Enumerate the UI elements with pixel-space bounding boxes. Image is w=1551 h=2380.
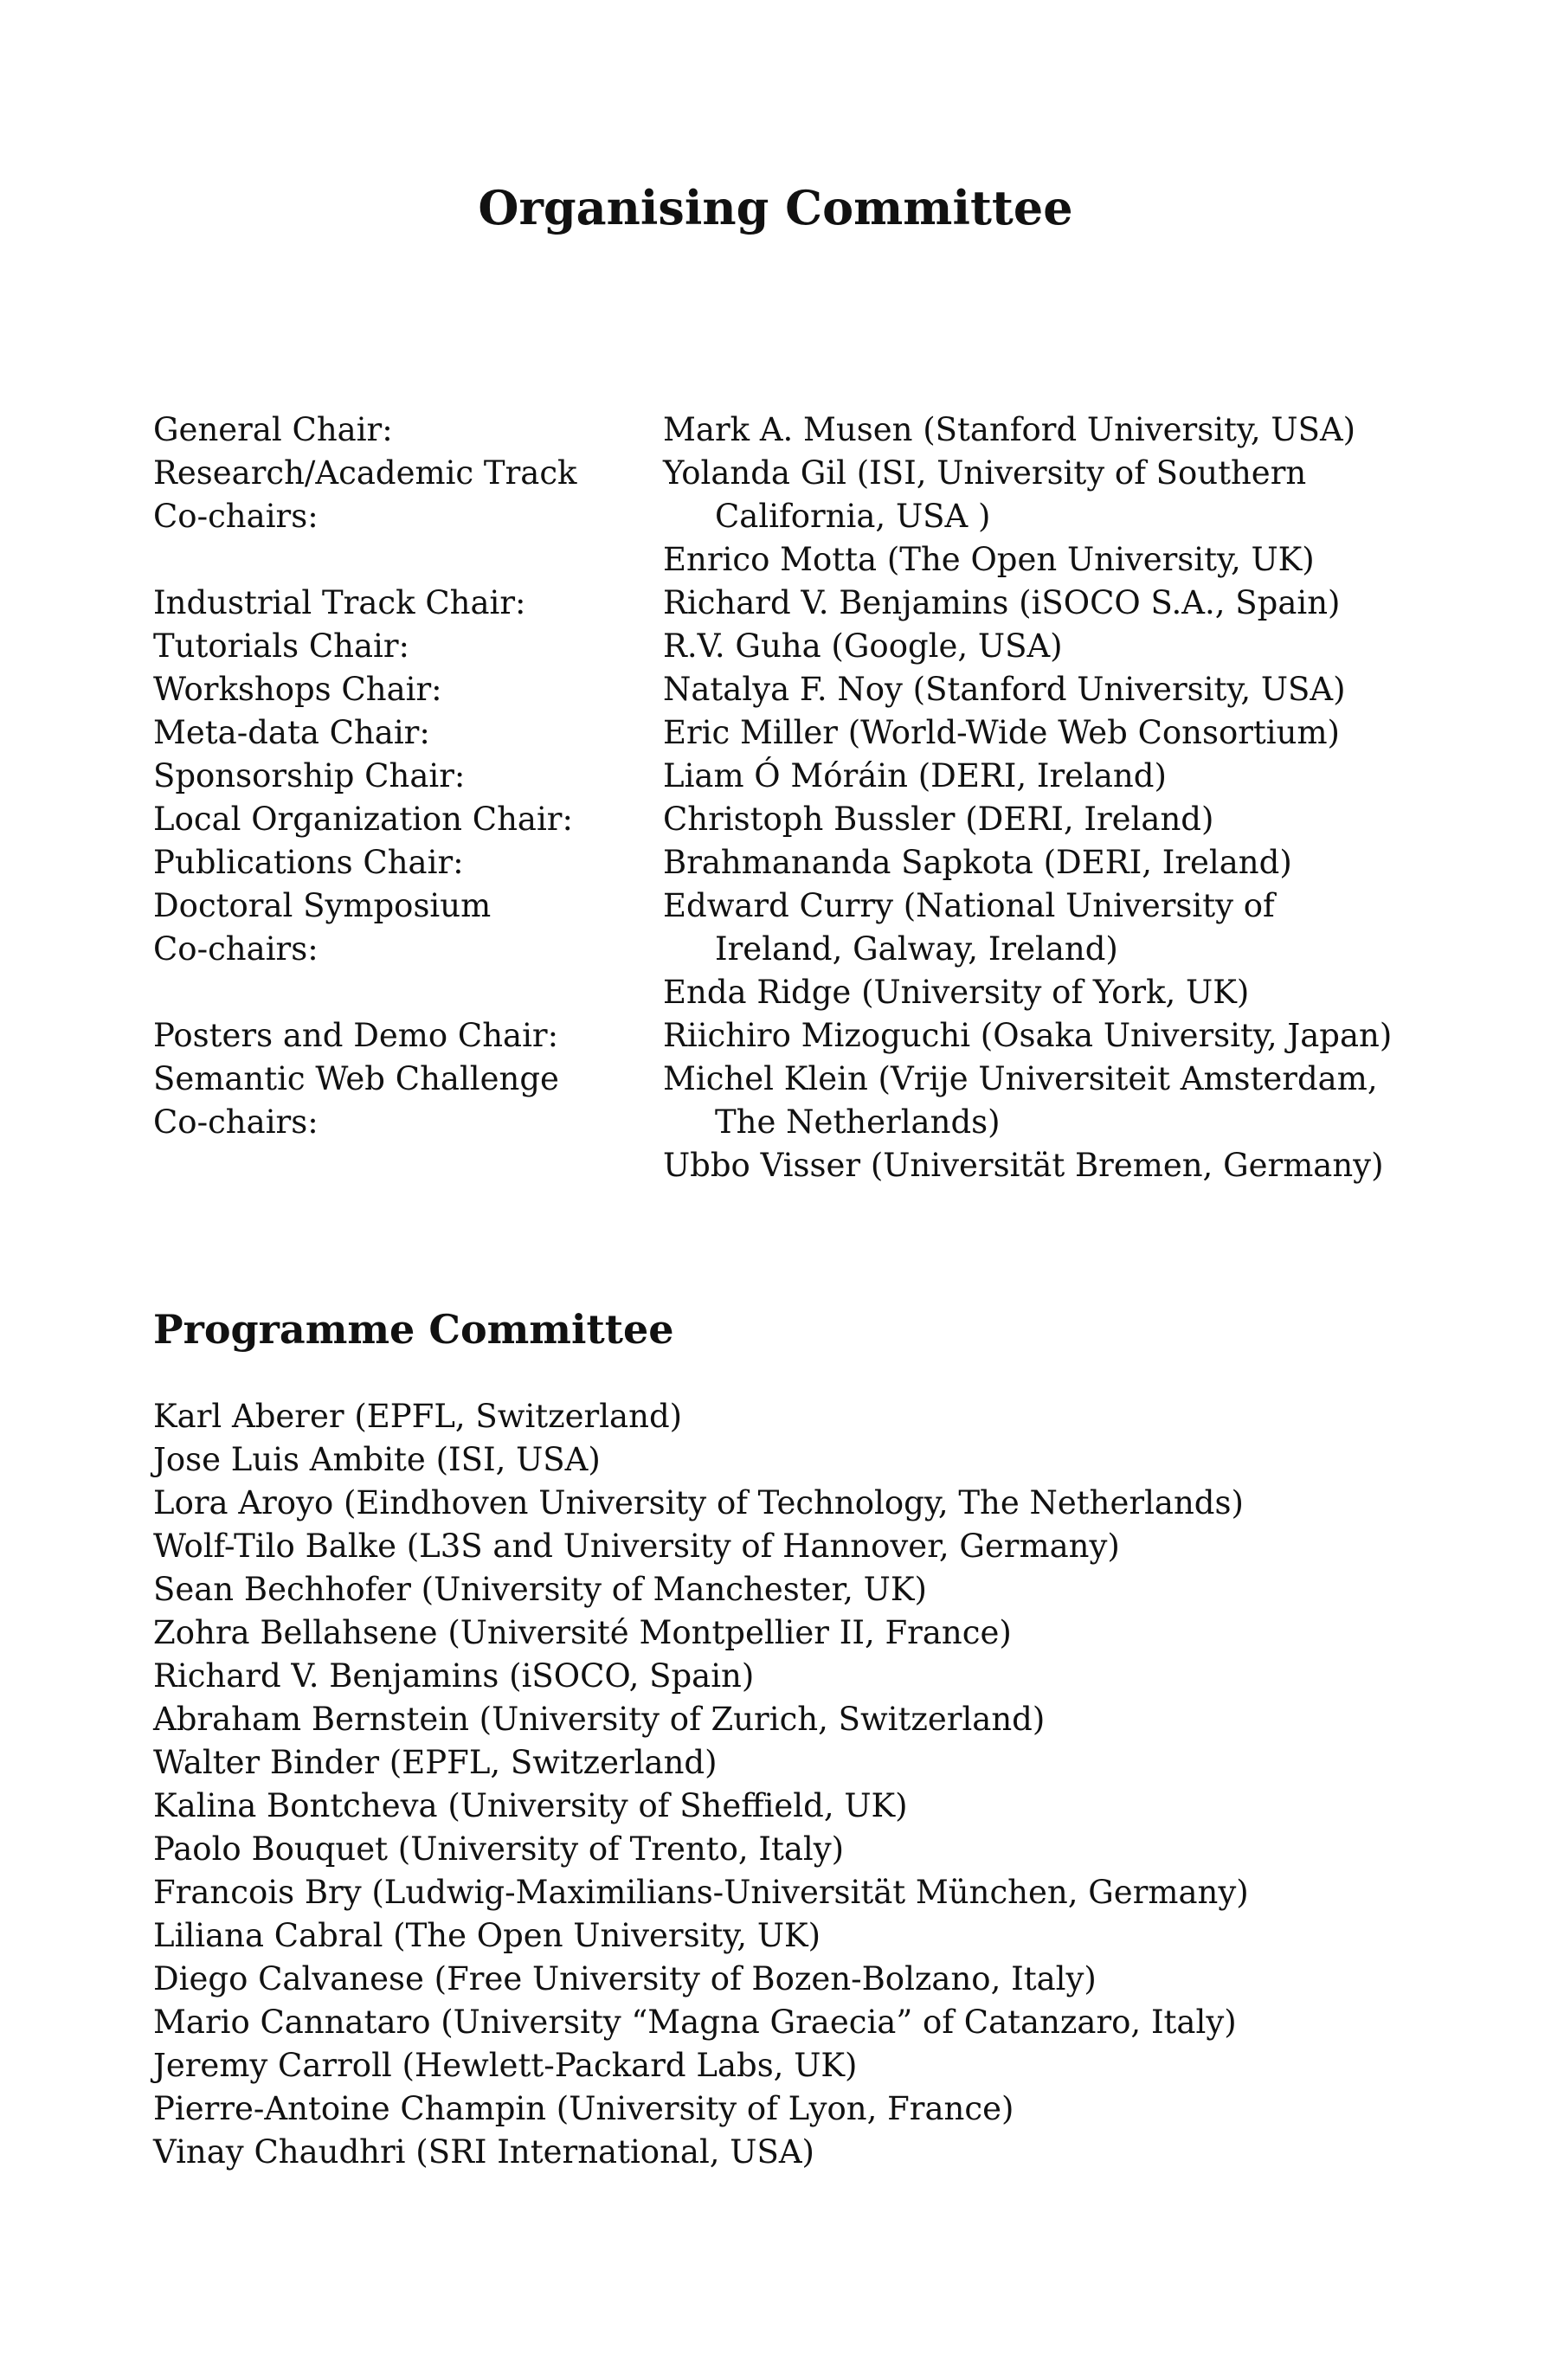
- committee-people: [663, 582, 1400, 625]
- committee-role: Industrial Track Chair:: [153, 584, 526, 621]
- programme-committee-member: Vinay Chaudhri (SRI International, USA): [153, 2133, 814, 2171]
- committee-role: Publications Chair:: [153, 844, 464, 881]
- programme-committee-member: Walter Binder (EPFL, Switzerland): [153, 1744, 718, 1781]
- organising-committee-table: [153, 408, 1400, 1187]
- committee-member: R.V. Guha (Google, USA): [663, 627, 1063, 665]
- committee-row: [153, 1014, 1400, 1058]
- programme-committee-member: Lora Aroyo (Eindhoven University of Technology, The Netherlands): [153, 1484, 1244, 1521]
- programme-committee-member: Kalina Bontcheva (University of Sheffield, UK): [153, 1787, 908, 1824]
- committee-row: [153, 582, 1400, 625]
- committee-people: [663, 668, 1400, 711]
- committee-role: Workshops Chair:: [153, 671, 442, 708]
- committee-member: Liam Ó Móráin (DERI, Ireland): [663, 757, 1167, 794]
- committee-row: [153, 755, 1400, 798]
- committee-member: Mark A. Musen (Stanford University, USA): [663, 411, 1356, 448]
- committee-people: [663, 884, 1400, 1014]
- committee-people: [663, 711, 1400, 755]
- programme-committee-member: Wolf-Tilo Balke (L3S and University of Hannover, Germany): [153, 1528, 1120, 1565]
- programme-committee-member: Paolo Bouquet (University of Trento, Italy): [153, 1830, 845, 1868]
- committee-row: [153, 711, 1400, 755]
- committee-member: Enda Ridge (University of York, UK): [663, 974, 1250, 1011]
- committee-people: [663, 452, 1400, 582]
- programme-committee-member: Diego Calvanese (Free University of Bozen-Bolzano, Italy): [153, 1960, 1097, 1997]
- committee-member: Riichiro Mizoguchi (Osaka University, Japan): [663, 1017, 1393, 1054]
- committee-row: [153, 798, 1400, 841]
- programme-committee-list: [153, 1395, 1249, 2174]
- committee-role: Posters and Demo Chair:: [153, 1017, 559, 1054]
- committee-member: Edward Curry (National University of Ireland, Galway, Ireland): [663, 887, 1275, 968]
- programme-committee-member: Francois Bry (Ludwig-Maximilians-Universität München, Germany): [153, 1874, 1249, 1911]
- committee-role: Meta-data Chair:: [153, 714, 430, 751]
- committee-role: Sponsorship Chair:: [153, 757, 466, 794]
- committee-row: [153, 841, 1400, 884]
- committee-role: General Chair:: [153, 411, 393, 448]
- programme-committee-member: Richard V. Benjamins (iSOCO, Spain): [153, 1657, 755, 1695]
- committee-role: Tutorials Chair:: [153, 627, 409, 665]
- committee-people: [663, 798, 1400, 841]
- programme-committee-member: Zohra Bellahsene (Université Montpellier II, France): [153, 1614, 1012, 1651]
- committee-row: [153, 884, 1400, 1014]
- committee-member: Richard V. Benjamins (iSOCO S.A., Spain): [663, 584, 1341, 621]
- committee-role: Doctoral Symposium Co-chairs:: [153, 887, 492, 968]
- programme-committee-heading: Programme Committee: [153, 1306, 674, 1353]
- programme-committee-member: Mario Cannataro (University “Magna Graecia” of Catanzaro, Italy): [153, 2004, 1237, 2041]
- committee-member: Christoph Bussler (DERI, Ireland): [663, 801, 1214, 838]
- programme-committee-member: Abraham Bernstein (University of Zurich, Switzerland): [153, 1701, 1046, 1738]
- committee-row: [153, 625, 1400, 668]
- committee-row: [153, 452, 1400, 582]
- programme-committee-member: Jose Luis Ambite (ISI, USA): [153, 1441, 601, 1478]
- committee-member: Yolanda Gil (ISI, University of Southern California, USA ): [663, 454, 1307, 535]
- committee-people: [663, 625, 1400, 668]
- programme-committee-member: Jeremy Carroll (Hewlett-Packard Labs, UK): [153, 2047, 858, 2084]
- programme-committee-member: Sean Bechhofer (University of Manchester, UK): [153, 1571, 927, 1608]
- committee-people: [663, 841, 1400, 884]
- page-title: Organising Committee: [478, 180, 1073, 235]
- committee-people: [663, 1014, 1400, 1058]
- committee-row: [153, 408, 1400, 452]
- committee-member: Ubbo Visser (Universität Bremen, Germany): [663, 1147, 1384, 1184]
- programme-committee-member: Karl Aberer (EPFL, Switzerland): [153, 1398, 683, 1435]
- committee-member: Enrico Motta (The Open University, UK): [663, 541, 1315, 578]
- committee-role: Local Organization Chair:: [153, 801, 573, 838]
- committee-member: Natalya F. Noy (Stanford University, USA): [663, 671, 1346, 708]
- committee-role: Semantic Web Challenge Co-chairs:: [153, 1060, 559, 1141]
- committee-member: Brahmananda Sapkota (DERI, Ireland): [663, 844, 1292, 881]
- committee-people: [663, 755, 1400, 798]
- committee-role: Research/Academic Track Co-chairs:: [153, 454, 577, 535]
- programme-committee-member: Liliana Cabral (The Open University, UK): [153, 1917, 821, 1954]
- committee-people: [663, 408, 1400, 452]
- committee-row: [153, 668, 1400, 711]
- programme-committee-member: Pierre-Antoine Champin (University of Lyon, France): [153, 2090, 1014, 2127]
- committee-row: [153, 1058, 1400, 1187]
- committee-member: Eric Miller (World-Wide Web Consortium): [663, 714, 1340, 751]
- committee-member: Michel Klein (Vrije Universiteit Amsterdam, The Netherlands): [663, 1060, 1378, 1141]
- committee-people: [663, 1058, 1400, 1187]
